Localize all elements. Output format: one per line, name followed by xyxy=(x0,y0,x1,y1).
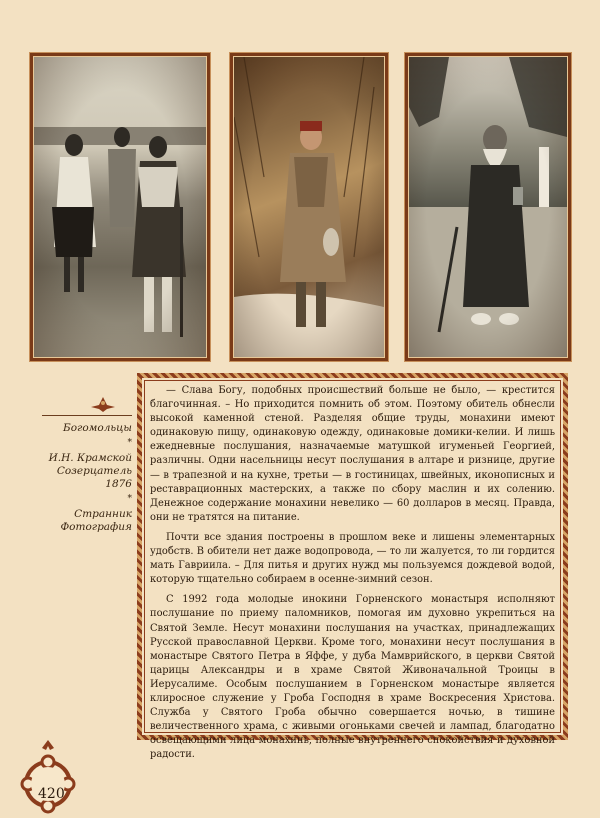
caption-divider xyxy=(42,415,132,416)
caption-bullet: * xyxy=(127,438,132,448)
caption-author: И.Н. Крамской xyxy=(48,452,132,464)
caption-pilgrims: Богомольцы xyxy=(63,422,132,434)
photo-pilgrims xyxy=(29,52,211,362)
caption-photo-note: Фотография xyxy=(60,521,132,533)
caption-year: 1876 xyxy=(105,478,132,490)
photo-captions xyxy=(42,395,132,534)
page-number: 420 xyxy=(38,786,65,802)
caption-wanderer: Странник xyxy=(74,508,132,520)
photo-wanderer xyxy=(404,52,572,362)
text-frame xyxy=(137,373,568,761)
caption-bullet: * xyxy=(127,494,132,504)
article-text xyxy=(150,384,555,761)
paragraph: — Слава Богу, подобных происшествий больше не было, — крестится благочинная. – Но приходится помнить об этом. Поэтому обитель обнесли высокой каменной стеной. Разделяя общие труды, монахини имеют одинаковую пищу, одинаковую одежду, одинаковые домики-келии. И лишь ежедневные послушания, назначаемые матушкой игуменьей Георгией, различны. Одни насельницы несут послушания в алтаре и ризнице, другие — в трапезной и на кухне, третьи — в гостиницах, швейных, иконописных и реставрационных мастерских, а также по сбору маслин и их солению. Денежное содержание монахини невелико — 60 долларов в месяц. Правда, они не тратятся на питание. xyxy=(150,385,555,523)
paragraph: С 1992 года молодые инокини Горненского монастыря исполняют послушание по приему паломников, помогая им духовно укрепиться на Святой Земле. Несут монахини послушания на участках, принадлежащих Русской православной Церкви. Кроме того, монахини несут послушания в монастыре Святого Петра в Яффе, у дуба Мамврийского, в церкви Святой царицы Александры и в храме Святой Живоначальной Троицы в Иерусалиме. Особым послушанием в Горненском монастыре является клиросное служение у Гроба Господня в храме Воскресения Христова. Служба у Святого Гроба обычно совершается ночью, в тишине величественного храма, с живыми огоньками свечей и лампад, благодатно освещающими лица монахинь, полные внутреннего спокойствия и духовной радости. xyxy=(150,594,555,761)
paragraph: Почти все здания построены в прошлом веке и лишены элементарных удобств. В обители нет даже водопровода, — то ли жалуется, то ли гордится мать Гавриила. – Для питья и других нужд мы пользуемся дождевой водой, которую тщательно собираем в осенне-зимний сезон. xyxy=(150,531,555,586)
caption-painting-title: Созерцатель xyxy=(56,465,132,477)
page-badge-ornament-icon xyxy=(20,738,76,814)
painting-contemplator xyxy=(229,52,389,362)
ornament-icon xyxy=(42,395,132,413)
